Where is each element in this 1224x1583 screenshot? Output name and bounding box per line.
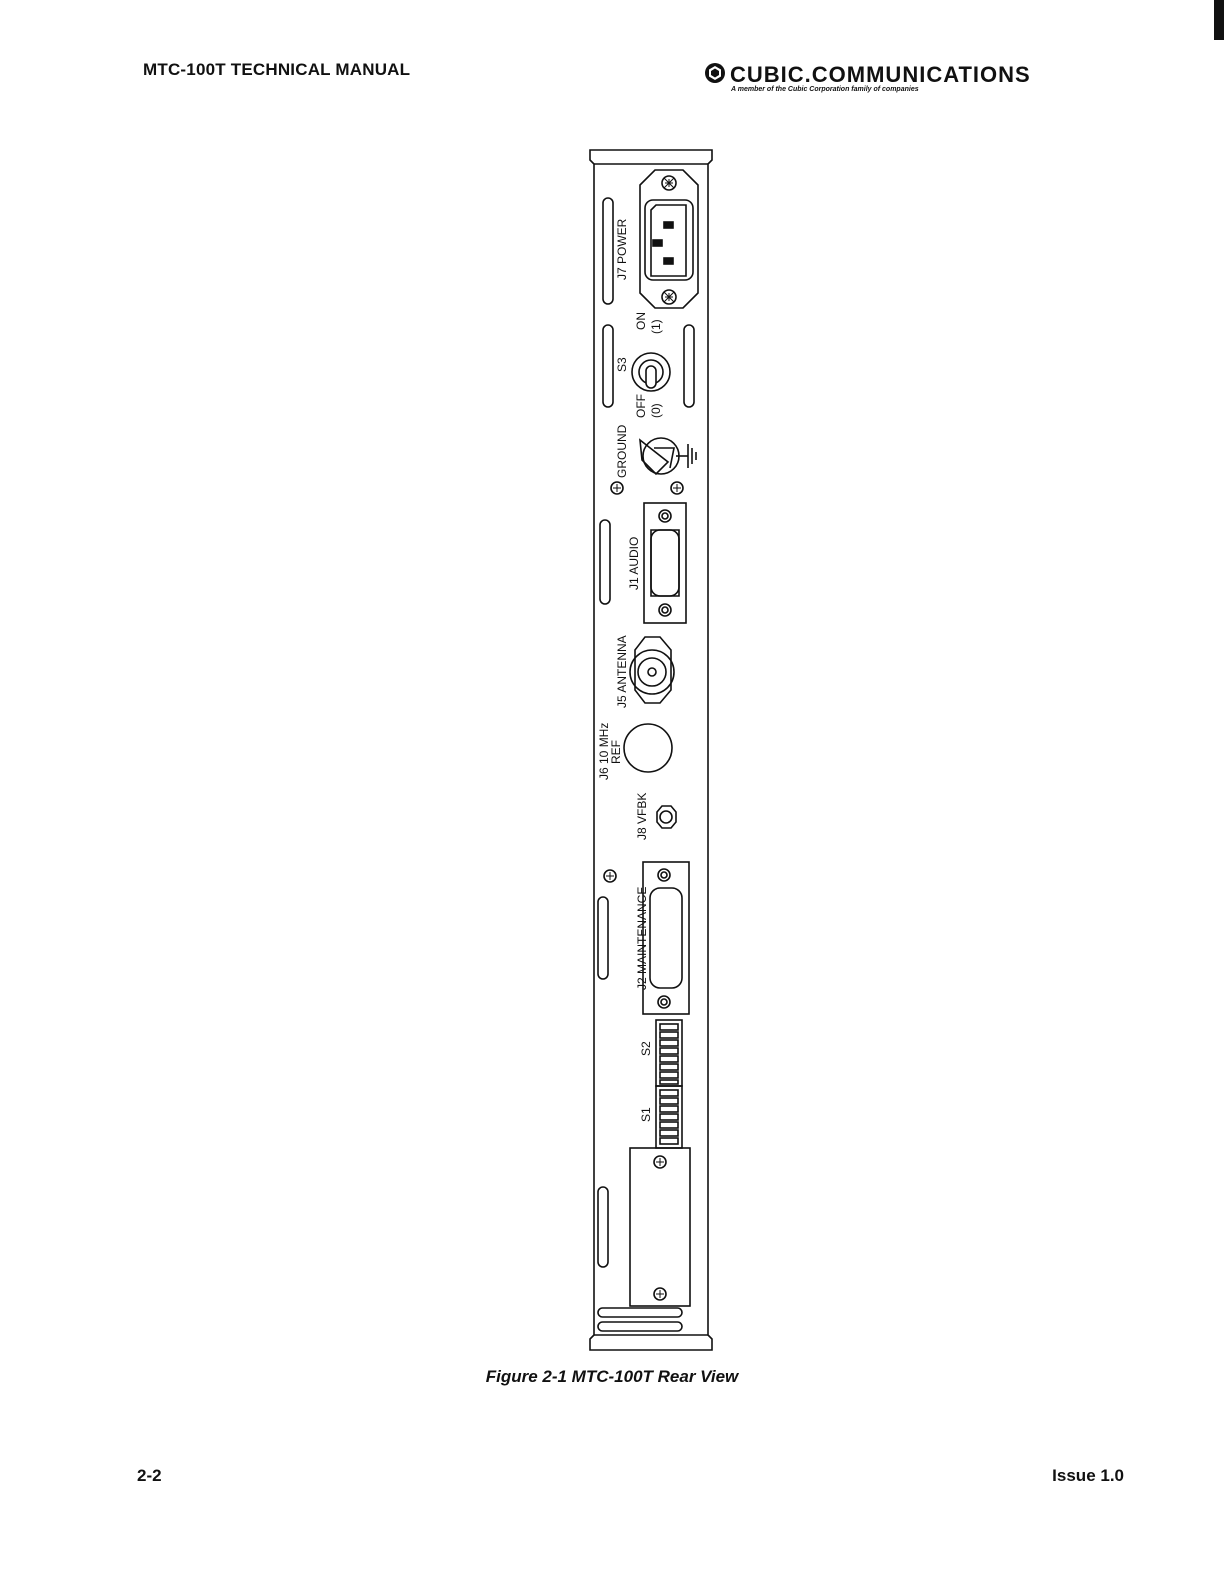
vent-slot — [598, 1308, 682, 1317]
logo-name: CUBIC.COMMUNICATIONS — [730, 62, 1031, 87]
vent-slot — [598, 897, 608, 979]
label-j6-ref: REF — [609, 740, 623, 764]
label-j6-10mhz: J6 10 MHz — [597, 722, 611, 780]
label-ground: GROUND — [615, 424, 629, 478]
label-j7-power: J7 POWER — [615, 218, 629, 280]
label-on: ON — [634, 312, 648, 330]
vent-slot — [598, 1187, 608, 1267]
manual-title: MTC-100T TECHNICAL MANUAL — [143, 60, 411, 79]
s3-power-switch — [632, 353, 670, 391]
label-off-state: (0) — [649, 403, 663, 418]
logo-tagline: A member of the Cubic Corporation family of companies — [731, 86, 919, 93]
j5-antenna-connector — [630, 637, 674, 703]
figure-caption: Figure 2-1 MTC-100T Rear View — [485, 1367, 739, 1386]
j2-maintenance-connector — [643, 862, 689, 1014]
j8-vfbk-connector — [657, 806, 676, 828]
vent-slot — [598, 1322, 682, 1331]
vent-slot — [600, 520, 610, 604]
vent-slot — [603, 325, 613, 407]
j1-audio-connector — [644, 503, 686, 623]
label-j5-antenna: J5 ANTENNA — [615, 635, 629, 708]
label-j8-vfbk: J8 VFBK — [635, 792, 649, 840]
label-s3: S3 — [615, 357, 629, 372]
label-off: OFF — [634, 394, 648, 418]
page-number: 2-2 — [137, 1466, 162, 1485]
s2-dip-switch — [656, 1020, 682, 1086]
label-s2: S2 — [639, 1041, 653, 1056]
label-j2-maintenance: J2 MAINTENANCE — [635, 886, 649, 990]
j6-ref-connector — [624, 724, 672, 772]
blank-cover-plate — [630, 1148, 690, 1306]
vent-slot — [684, 325, 694, 407]
j7-power-connector — [640, 170, 698, 308]
vent-slot — [603, 198, 613, 304]
label-s1: S1 — [639, 1107, 653, 1122]
s1-dip-switch — [656, 1086, 682, 1148]
issue-number: Issue 1.0 — [1052, 1466, 1124, 1485]
label-j1-audio: J1 AUDIO — [627, 536, 641, 590]
label-on-state: (1) — [649, 319, 663, 334]
